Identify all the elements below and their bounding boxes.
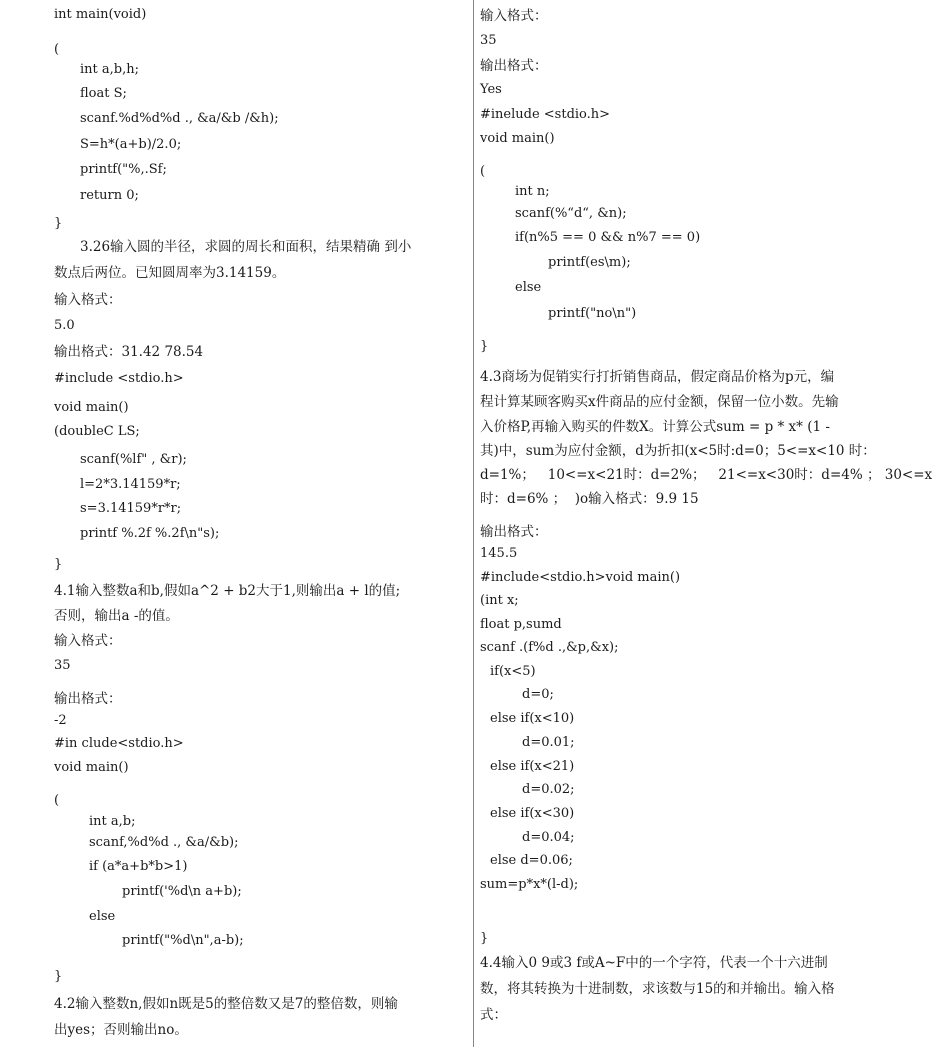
text-line: 时：d=6% ； )o输入格式：9.9 15 xyxy=(480,491,699,507)
code-line: ( xyxy=(54,793,60,808)
text-line: 3.26输入圆的半径，求圆的周长和面积，结果精确 到小 xyxy=(80,239,412,255)
code-line: int a,b,h; xyxy=(80,62,139,77)
code-line: S=h*(a+b)/2.0; xyxy=(80,137,182,152)
code-line: d=0; xyxy=(522,687,554,702)
code-line: scanf,%d%d ., &a/&b); xyxy=(89,835,239,850)
text-line: 输入格式： xyxy=(54,292,122,308)
code-line: } xyxy=(54,216,63,231)
code-line: else xyxy=(515,280,542,295)
code-line: d=0.02; xyxy=(522,782,575,797)
code-line: printf(es\m); xyxy=(548,255,631,270)
code-line: scanf(%“d“, &n); xyxy=(515,206,627,221)
code-line: #include<stdio.h>void main() xyxy=(480,570,681,585)
text-line: 入价格P,再输入购买的件数X。计算公式sum = p * x* (1 - xyxy=(480,419,830,435)
code-line: l=2*3.14159*r; xyxy=(80,477,181,492)
code-line: printf('%d\n a+b); xyxy=(122,884,242,899)
text-line: 数点后两位。已知圆周率为3.14159。 xyxy=(54,265,286,281)
code-line: else if(x<10) xyxy=(490,711,575,726)
code-line: #inelude <stdio.h> xyxy=(480,107,611,122)
code-line: -2 xyxy=(54,713,67,728)
code-line: printf("no\n") xyxy=(548,306,637,321)
code-line: Yes xyxy=(480,82,502,97)
code-line: printf("%,.Sf; xyxy=(80,162,167,177)
code-line: #include <stdio.h> xyxy=(54,371,184,386)
code-line: scanf .(f%d .,&p,&x); xyxy=(480,640,619,655)
code-line: float S; xyxy=(80,86,127,101)
text-line: 否则，输出a -的值。 xyxy=(54,608,179,624)
text-line: 输入格式： xyxy=(480,8,548,24)
code-line: else xyxy=(89,909,116,924)
text-line: 4.3商场为促销实行打折销售商品，假定商品价格为p元，编 xyxy=(480,369,835,385)
text-line: 输出格式： xyxy=(480,524,548,540)
text-line: 程计算某顾客购买x件商品的应付金额，保留一位小数。先输 xyxy=(480,394,839,410)
code-line: } xyxy=(54,557,63,572)
code-line: else if(x<21) xyxy=(490,759,575,774)
column-divider xyxy=(473,0,474,1047)
code-line: if(n%5 == 0 && n%7 == 0) xyxy=(515,230,701,245)
code-line: scanf.%d%d%d ., &a/&b /&h); xyxy=(80,111,279,126)
code-line: 5.0 xyxy=(54,318,75,333)
code-line: void main() xyxy=(54,400,129,415)
code-line: (int x; xyxy=(480,593,519,608)
code-line: d=0.04; xyxy=(522,830,575,845)
code-line: ( xyxy=(480,164,486,179)
text-line: 式： xyxy=(480,1007,507,1023)
code-line: void main() xyxy=(480,131,555,146)
code-line: (doubleC LS; xyxy=(54,424,140,439)
code-line: printf %.2f %.2f\n"s); xyxy=(80,526,220,541)
text-line: 其)中，sum为应付金额，d为折扣(x<5时:d=0；5<=x<10 时： xyxy=(480,443,876,459)
text-line: 4.4输入0 9或3 f或A~F中的一个字符，代表一个十六进制 xyxy=(480,955,828,971)
code-line: return 0; xyxy=(80,188,139,203)
code-line: } xyxy=(480,339,489,354)
text-line: 数，将其转换为十进制数，求该数与15的和并输出。输入格 xyxy=(480,981,835,997)
text-line: 4.2输入整数n,假如n既是5的整倍数又是7的整倍数，则输 xyxy=(54,996,398,1012)
text-line: 输出格式： xyxy=(54,691,122,707)
code-line: float p,sumd xyxy=(480,617,562,632)
text-line: 输出格式： xyxy=(480,58,548,74)
text-line: 出yes；否则输出no。 xyxy=(54,1022,188,1038)
code-line: scanf(%lf" , &r); xyxy=(80,452,187,467)
text-line: 输出格式：31.42 78.54 xyxy=(54,344,204,360)
code-line: sum=p*x*(l-d); xyxy=(480,877,579,892)
code-line: 145.5 xyxy=(480,546,518,561)
code-line: ( xyxy=(54,42,60,57)
code-line: s=3.14159*r*r; xyxy=(80,501,182,516)
code-line: } xyxy=(480,931,489,946)
code-line: 35 xyxy=(480,33,497,48)
code-line: d=0.01; xyxy=(522,735,575,750)
code-line: else d=0.06; xyxy=(490,853,573,868)
code-line: if(x<5) xyxy=(490,664,536,679)
code-line: else if(x<30) xyxy=(490,806,575,821)
text-line: d=1%； 10<=x<21时：d=2%； 21<=x<30时：d=4% ； 30<=x xyxy=(480,467,933,483)
code-line: } xyxy=(54,969,63,984)
code-line: int main(void) xyxy=(54,7,147,22)
text-line: 输入格式： xyxy=(54,633,122,649)
code-line: int n; xyxy=(515,184,550,199)
code-line: if (a*a+b*b>1) xyxy=(89,859,188,874)
code-line: printf("%d\n",a-b); xyxy=(122,933,244,948)
code-line: #in clude<stdio.h> xyxy=(54,736,184,751)
text-line: 4.1输入整数a和b,假如a^2 + b2大于1,则输出a + l的值; xyxy=(54,583,401,599)
code-line: int a,b; xyxy=(89,814,136,829)
code-line: 35 xyxy=(54,658,71,673)
code-line: void main() xyxy=(54,760,129,775)
